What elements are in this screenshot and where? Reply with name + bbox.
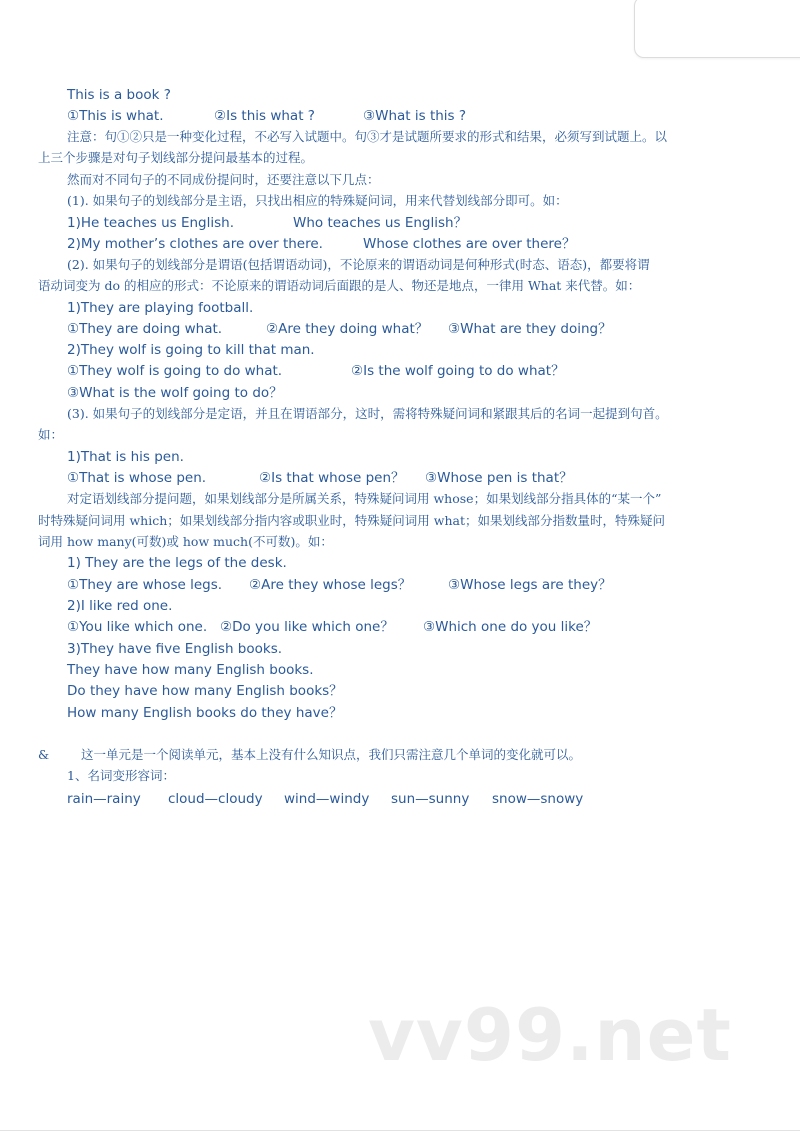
word-pair: cloud—cloudy [168,791,263,807]
attributive-step: How many English books do they have？ [67,705,343,721]
page-corner-tab [634,0,800,58]
rule-3-example: 1)That is his pen. [67,449,184,465]
watermark: vv99.net [368,993,732,1077]
word-change-heading: 1、名词变形容词： [67,768,175,783]
step-3: ③What are they doing？ [448,321,612,337]
example-statement: 1)He teaches us English. [67,215,235,231]
step-3: ③What is the wolf going to do？ [67,385,283,401]
step-1: ①They are whose legs. [67,577,223,593]
example-sentence: This is a book ? [67,87,171,103]
attributive-explanation: 对定语划线部分提问题，如果划线部分是所属关系，特殊疑问词用 whose；如果划线部分指具体的“某一个” [67,491,662,506]
step-1: ①You like which one. [67,619,208,635]
rule-3-heading: (3). 如果句子的划线部分是定语，并且在谓语部分，这时，需将特殊疑问词和紧跟其后的名词一起提到句首。 [67,406,668,421]
word-pair: wind—windy [284,791,370,807]
word-pair: rain—rainy [67,791,141,807]
word-pair: sun—sunny [391,791,470,807]
example-statement: 2)My mother’s clothes are over there. [67,236,323,252]
rule-3-heading: 如： [38,427,64,442]
attributive-explanation: 时特殊疑问词用 which；如果划线部分指内容或职业时，特殊疑问词用 what；如果划线部分指数量时，特殊疑问 [38,513,665,528]
unit-note-text: 这一单元是一个阅读单元，基本上没有什么知识点，我们只需注意几个单词的变化就可以。 [81,747,582,762]
attributive-example: 1) They are the legs of the desk. [67,555,287,571]
rule-2-example: 2)They wolf is going to kill that man. [67,342,315,358]
ampersand-marker: & [38,747,50,762]
step-3: ③Which one do you like？ [423,619,598,635]
attributive-example: 3)They have five English books. [67,641,283,657]
attributive-explanation: 词用 how many(可数)或 how much(不可数)。如： [38,534,333,549]
rule-1-heading: (1). 如果句子的划线部分是主语，只找出相应的特殊疑问词，用来代替划线部分即可。如： [67,193,568,208]
step-1: ①They wolf is going to do what. [67,363,283,379]
attributive-step: Do they have how many English books？ [67,683,343,699]
attributive-step: They have how many English books. [67,662,314,678]
rule-2-heading: (2). 如果句子的划线部分是谓语(包括谓语动词)，不论原来的谓语动词是何种形式(时态、语态)，都要将谓 [67,257,650,272]
note-paragraph-line: 上三个步骤是对句子划线部分提问最基本的过程。 [38,150,314,165]
rule-2-heading: 语动词变为 do 的相应的形式：不论原来的谓语动词后面跟的是人、物还是地点，一律用 What 来代替。如： [38,278,641,293]
step-3: ③Whose pen is that？ [425,470,573,486]
page-bottom-divider [0,1130,800,1131]
step-1: ①They are doing what. [67,321,223,337]
step-2: ②Are they doing what？ [266,321,429,337]
step-3: ③What is this ? [363,108,467,124]
step-1: ①This is what. [67,108,164,124]
note-paragraph-line: 注意：句①②只是一种变化过程，不必写入试题中。句③才是试题所要求的形式和结果，必须写到试题上。以 [67,129,668,144]
step-3: ③Whose legs are they？ [448,577,612,593]
step-1: ①That is whose pen. [67,470,207,486]
attributive-example: 2)I like red one. [67,598,173,614]
step-2: ②Is this what ? [214,108,315,124]
step-2: ②Do you like which one？ [220,619,394,635]
intro-line: 然而对不同句子的不同成份提问时，还要注意以下几点： [67,172,380,187]
example-question: Whose clothes are over there？ [363,236,576,252]
step-2: ②Is that whose pen？ [259,470,405,486]
step-2: ②Are they whose legs？ [249,577,412,593]
rule-2-example: 1)They are playing football. [67,300,254,316]
example-question: Who teaches us English？ [293,215,468,231]
word-pair: snow—snowy [492,791,584,807]
step-2: ②Is the wolf going to do what？ [351,363,565,379]
